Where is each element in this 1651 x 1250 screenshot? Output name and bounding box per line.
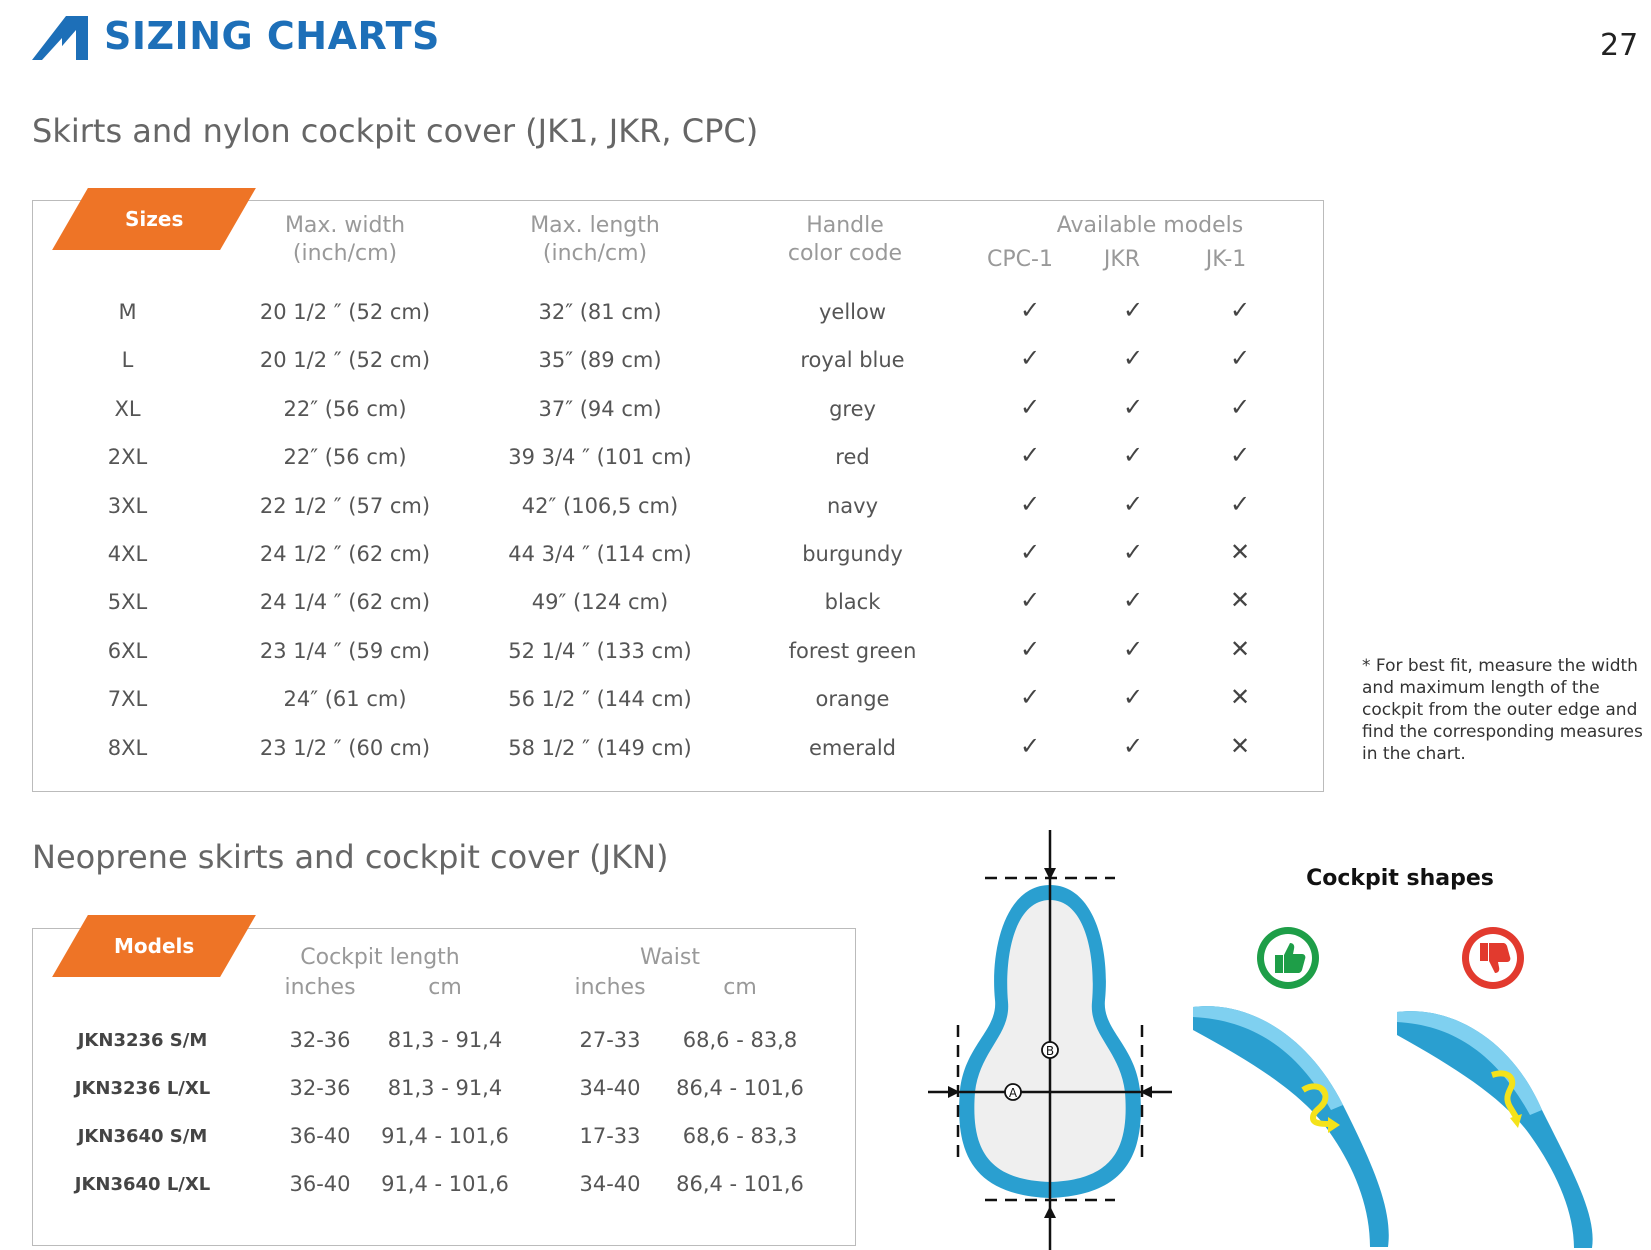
cockpit-diagram — [920, 830, 1180, 1250]
max-length-cell: 52 1/4 ″ (133 cm) — [508, 638, 692, 663]
model-cell: JKN3236 S/M — [77, 1030, 208, 1051]
model-cell: JKN3640 L/XL — [74, 1174, 211, 1195]
max-width-cell: 22″ (56 cm) — [283, 445, 407, 470]
size-cell: 6XL — [107, 638, 148, 663]
header-w-cm: cm — [723, 975, 757, 1000]
check-icon: ✓ — [1229, 296, 1251, 324]
cockpit-inches-cell: 32-36 — [289, 1076, 351, 1100]
model-cell: JKN3236 L/XL — [74, 1078, 211, 1099]
max-width-cell: 22 1/2 ″ (57 cm) — [259, 493, 431, 518]
check-icon: ✓ — [1229, 392, 1251, 421]
max-length-cell: 35″ (89 cm) — [538, 348, 662, 373]
size-cell: XL — [114, 396, 141, 421]
max-width-cell: 24″ (61 cm) — [283, 687, 407, 712]
waist-cm-cell: 68,6 - 83,8 — [682, 1028, 798, 1052]
max-width-cell: 22″ (56 cm) — [283, 396, 407, 421]
header-model-jkr: JKR — [1103, 247, 1141, 272]
page-title: SIZING CHARTS — [104, 14, 440, 58]
check-icon: ✓ — [1122, 634, 1144, 663]
fit-note: * For best fit, measure the width and maximum length of the cockpit from the outer edge and find the corresponding measures in the chart. — [1362, 656, 1643, 764]
handle-color-cell: emerald — [809, 735, 896, 760]
max-width-cell: 24 1/2 ″ (62 cm) — [259, 542, 431, 566]
size-cell: L — [121, 348, 134, 373]
handle-color-cell: burgundy — [802, 542, 903, 566]
header-cl-inches: inches — [284, 975, 356, 1000]
header-max-length: Max. length (inch/cm) — [530, 213, 660, 266]
cockpit-inches-cell: 36-40 — [289, 1124, 351, 1148]
models-badge: Models — [52, 915, 256, 977]
cockpit-cm-cell: 91,4 - 101,6 — [381, 1172, 509, 1196]
check-icon: ✓ — [1122, 344, 1144, 373]
check-icon: ✓ — [1229, 489, 1251, 518]
handle-color-cell: royal blue — [800, 348, 905, 373]
size-cell: 2XL — [107, 445, 148, 470]
cockpit-inches-cell: 36-40 — [289, 1172, 351, 1196]
check-icon: ✓ — [1122, 683, 1144, 712]
cockpit-cm-cell: 91,4 - 101,6 — [381, 1124, 509, 1148]
size-cell: 5XL — [107, 590, 148, 615]
check-icon: ✓ — [1019, 441, 1041, 470]
cross-icon: ✕ — [1229, 683, 1251, 712]
check-icon: ✓ — [1122, 489, 1144, 518]
handle-color-cell: forest green — [788, 638, 917, 663]
waist-cm-cell: 86,4 - 101,6 — [676, 1076, 804, 1100]
label-a: A — [1008, 1086, 1018, 1100]
cross-icon: ✕ — [1229, 731, 1251, 760]
header-handle-color: Handle color code — [787, 213, 903, 266]
max-width-cell: 20 1/2 ″ (52 cm) — [259, 348, 431, 373]
max-length-cell: 56 1/2 ″ (144 cm) — [508, 687, 692, 712]
header-w-inches: inches — [574, 975, 646, 1000]
max-width-cell: 23 1/4 ″ (59 cm) — [259, 638, 431, 663]
size-cell: 8XL — [107, 735, 148, 760]
size-cell: M — [118, 300, 137, 324]
header-available-models: Available models — [1056, 213, 1244, 238]
waist-cm-cell: 68,6 - 83,3 — [682, 1124, 798, 1148]
check-icon: ✓ — [1019, 634, 1041, 663]
max-length-cell: 58 1/2 ″ (149 cm) — [508, 735, 692, 760]
check-icon: ✓ — [1229, 344, 1251, 373]
section-title-neoprene: Neoprene skirts and cockpit cover (JKN) — [32, 838, 669, 876]
logo-icon — [32, 16, 88, 62]
check-icon: ✓ — [1122, 392, 1144, 421]
cockpit-shapes-title: Cockpit shapes — [1306, 866, 1494, 891]
check-icon: ✓ — [1122, 296, 1144, 324]
header-max-width: Max. width (inch/cm) — [284, 213, 406, 266]
cross-icon: ✕ — [1229, 634, 1251, 663]
label-b: B — [1045, 1044, 1055, 1058]
header-waist: Waist — [639, 945, 701, 970]
handle-color-cell: black — [824, 590, 881, 615]
max-width-cell: 23 1/2 ″ (60 cm) — [259, 735, 431, 760]
sizes-badge: Sizes — [52, 188, 256, 250]
check-icon: ✓ — [1019, 586, 1041, 615]
max-length-cell: 37″ (94 cm) — [538, 396, 662, 421]
thumbs-down-icon — [1460, 925, 1526, 991]
waist-inches-cell: 27-33 — [579, 1028, 641, 1052]
max-length-cell: 42″ (106,5 cm) — [521, 493, 679, 518]
waist-inches-cell: 34-40 — [579, 1172, 641, 1196]
check-icon: ✓ — [1229, 441, 1251, 470]
check-icon: ✓ — [1019, 296, 1041, 324]
size-cell: 4XL — [107, 542, 148, 566]
waist-cm-cell: 86,4 - 101,6 — [676, 1172, 804, 1196]
header-model-cpc1: CPC-1 — [987, 247, 1053, 272]
handle-color-cell: red — [835, 445, 870, 470]
waist-inches-cell: 17-33 — [579, 1124, 641, 1148]
check-icon: ✓ — [1122, 538, 1144, 566]
check-icon: ✓ — [1122, 731, 1144, 760]
check-icon: ✓ — [1019, 392, 1041, 421]
cockpit-cm-cell: 81,3 - 91,4 — [387, 1028, 503, 1052]
bad-cockpit-shape — [1392, 1000, 1612, 1250]
model-cell: JKN3640 S/M — [77, 1126, 208, 1147]
handle-color-cell: orange — [815, 687, 890, 712]
header-cockpit-length: Cockpit length — [300, 945, 460, 970]
size-cell: 7XL — [107, 687, 148, 712]
good-cockpit-shape — [1188, 995, 1408, 1250]
max-width-cell: 20 1/2 ″ (52 cm) — [259, 300, 431, 324]
max-length-cell: 39 3/4 ″ (101 cm) — [508, 445, 692, 470]
max-length-cell: 49″ (124 cm) — [531, 590, 669, 615]
cross-icon: ✕ — [1229, 586, 1251, 615]
section-title-skirts: Skirts and nylon cockpit cover (JK1, JKR, CPC) — [32, 112, 759, 150]
page-number: 27 — [1600, 28, 1639, 63]
handle-color-cell: yellow — [818, 300, 887, 324]
max-length-cell: 32″ (81 cm) — [538, 300, 662, 324]
max-width-cell: 24 1/4 ″ (62 cm) — [259, 590, 431, 615]
check-icon: ✓ — [1019, 683, 1041, 712]
size-cell: 3XL — [107, 493, 148, 518]
check-icon: ✓ — [1019, 538, 1041, 566]
header-model-jk1: JK-1 — [1205, 247, 1247, 272]
check-icon: ✓ — [1122, 586, 1144, 615]
check-icon: ✓ — [1019, 344, 1041, 373]
handle-color-cell: grey — [829, 396, 876, 421]
max-length-cell: 44 3/4 ″ (114 cm) — [508, 542, 692, 566]
cockpit-inches-cell: 32-36 — [289, 1028, 351, 1052]
check-icon: ✓ — [1122, 441, 1144, 470]
cockpit-cm-cell: 81,3 - 91,4 — [387, 1076, 503, 1100]
check-icon: ✓ — [1019, 731, 1041, 760]
cross-icon: ✕ — [1229, 538, 1251, 566]
thumbs-up-icon — [1255, 925, 1321, 991]
check-icon: ✓ — [1019, 489, 1041, 518]
waist-inches-cell: 34-40 — [579, 1076, 641, 1100]
handle-color-cell: navy — [826, 493, 879, 518]
header-cl-cm: cm — [428, 975, 462, 1000]
